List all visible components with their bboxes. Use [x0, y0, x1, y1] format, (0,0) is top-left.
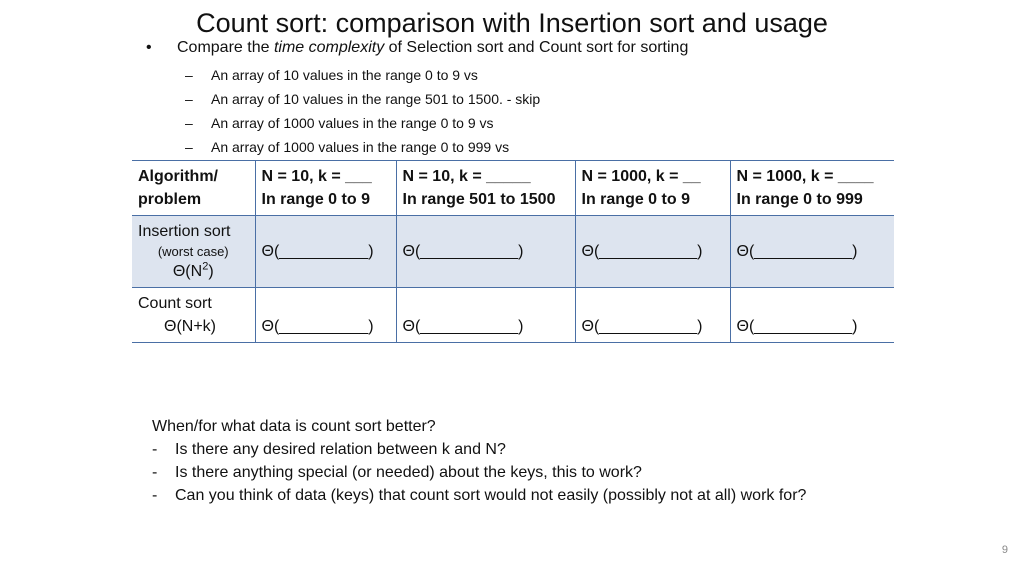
bullet-emphasis: time complexity: [273, 39, 385, 56]
sub-bullet-marker: –: [185, 67, 193, 83]
table-row-count-sort: [132, 288, 894, 343]
sub-bullet: [146, 114, 688, 132]
header-cell: [255, 161, 396, 216]
question-marker: -: [152, 487, 158, 504]
header-line: problem: [138, 191, 202, 208]
answer-blank: Θ(__________): [255, 288, 396, 343]
sub-bullet: [146, 66, 688, 84]
header-line: In range 501 to 1500: [402, 191, 556, 208]
header-line: In range 0 to 999: [736, 191, 863, 208]
question-item: [152, 484, 806, 507]
main-bullet: [146, 38, 688, 58]
answer-blank: Θ(___________): [396, 216, 575, 288]
bullet-marker: •: [146, 39, 152, 56]
header-line: Algorithm/: [138, 168, 218, 185]
answer-blank: Θ(___________): [575, 216, 730, 288]
sub-bullet-text: An array of 10 values in the range 501 to 1500. - skip: [211, 91, 541, 107]
questions-intro: When/for what data is count sort better?: [152, 418, 436, 435]
question-text: Is there any desired relation between k and N?: [175, 441, 506, 458]
answer-blank: Θ(___________): [575, 288, 730, 343]
sub-bullet: [146, 90, 688, 108]
question-item: [152, 461, 806, 484]
header-line: In range 0 to 9: [261, 191, 370, 208]
bullet-text-pre: Compare the: [177, 39, 274, 56]
complexity-base: Θ(N: [172, 263, 203, 280]
algorithm-note: (worst case): [157, 244, 229, 259]
header-line: N = 1000, k = ____: [736, 168, 874, 185]
answer-blank: Θ(___________): [730, 216, 894, 288]
slide-title: Count sort: comparison with Insertion sort and usage: [196, 8, 828, 38]
sub-bullet-text: An array of 1000 values in the range 0 to 999 vs: [211, 139, 510, 155]
header-cell: [575, 161, 730, 216]
header-line: In range 0 to 9: [581, 191, 690, 208]
question-text: Is there anything special (or needed) about the keys, this to work?: [175, 464, 642, 481]
header-line: N = 10, k = _____: [402, 168, 531, 185]
question-marker: -: [152, 464, 158, 481]
sub-bullet-text: An array of 1000 values in the range 0 to 9 vs: [211, 115, 494, 131]
answer-blank: Θ(__________): [255, 216, 396, 288]
questions-block: [152, 415, 806, 507]
sub-bullet-marker: –: [185, 91, 193, 107]
sub-bullet-marker: –: [185, 139, 193, 155]
header-line: N = 10, k = ___: [261, 168, 372, 185]
comparison-table: [132, 160, 894, 343]
header-line: N = 1000, k = __: [581, 168, 701, 185]
complexity-exponent: 2: [202, 260, 209, 273]
sub-bullet: [146, 138, 688, 156]
algorithm-name: Count sort: [138, 295, 212, 312]
question-text: Can you think of data (keys) that count sort would not easily (possibly not at all) work for?: [175, 487, 807, 504]
sub-bullet-marker: –: [185, 115, 193, 131]
complexity-close: ): [208, 263, 214, 280]
answer-blank: Θ(___________): [396, 288, 575, 343]
bullet-text-post: of Selection sort and Count sort for sorting: [384, 39, 689, 56]
algorithm-complexity: Θ(N+k): [164, 318, 216, 335]
table-row-insertion-sort: [132, 216, 894, 288]
page-number: 9: [1001, 544, 1008, 556]
header-cell: [730, 161, 894, 216]
algorithm-name: Insertion sort: [138, 223, 231, 240]
algorithm-complexity: [138, 260, 249, 283]
sub-bullet-text: An array of 10 values in the range 0 to 9 vs: [211, 67, 478, 83]
algorithm-cell: [132, 288, 255, 343]
bullet-list: [146, 38, 688, 156]
header-cell: [396, 161, 575, 216]
algorithm-cell: [132, 216, 255, 288]
answer-blank: Θ(___________): [730, 288, 894, 343]
header-cell: [132, 161, 255, 216]
table-header-row: [132, 161, 894, 216]
question-item: [152, 438, 806, 461]
question-marker: -: [152, 441, 158, 458]
